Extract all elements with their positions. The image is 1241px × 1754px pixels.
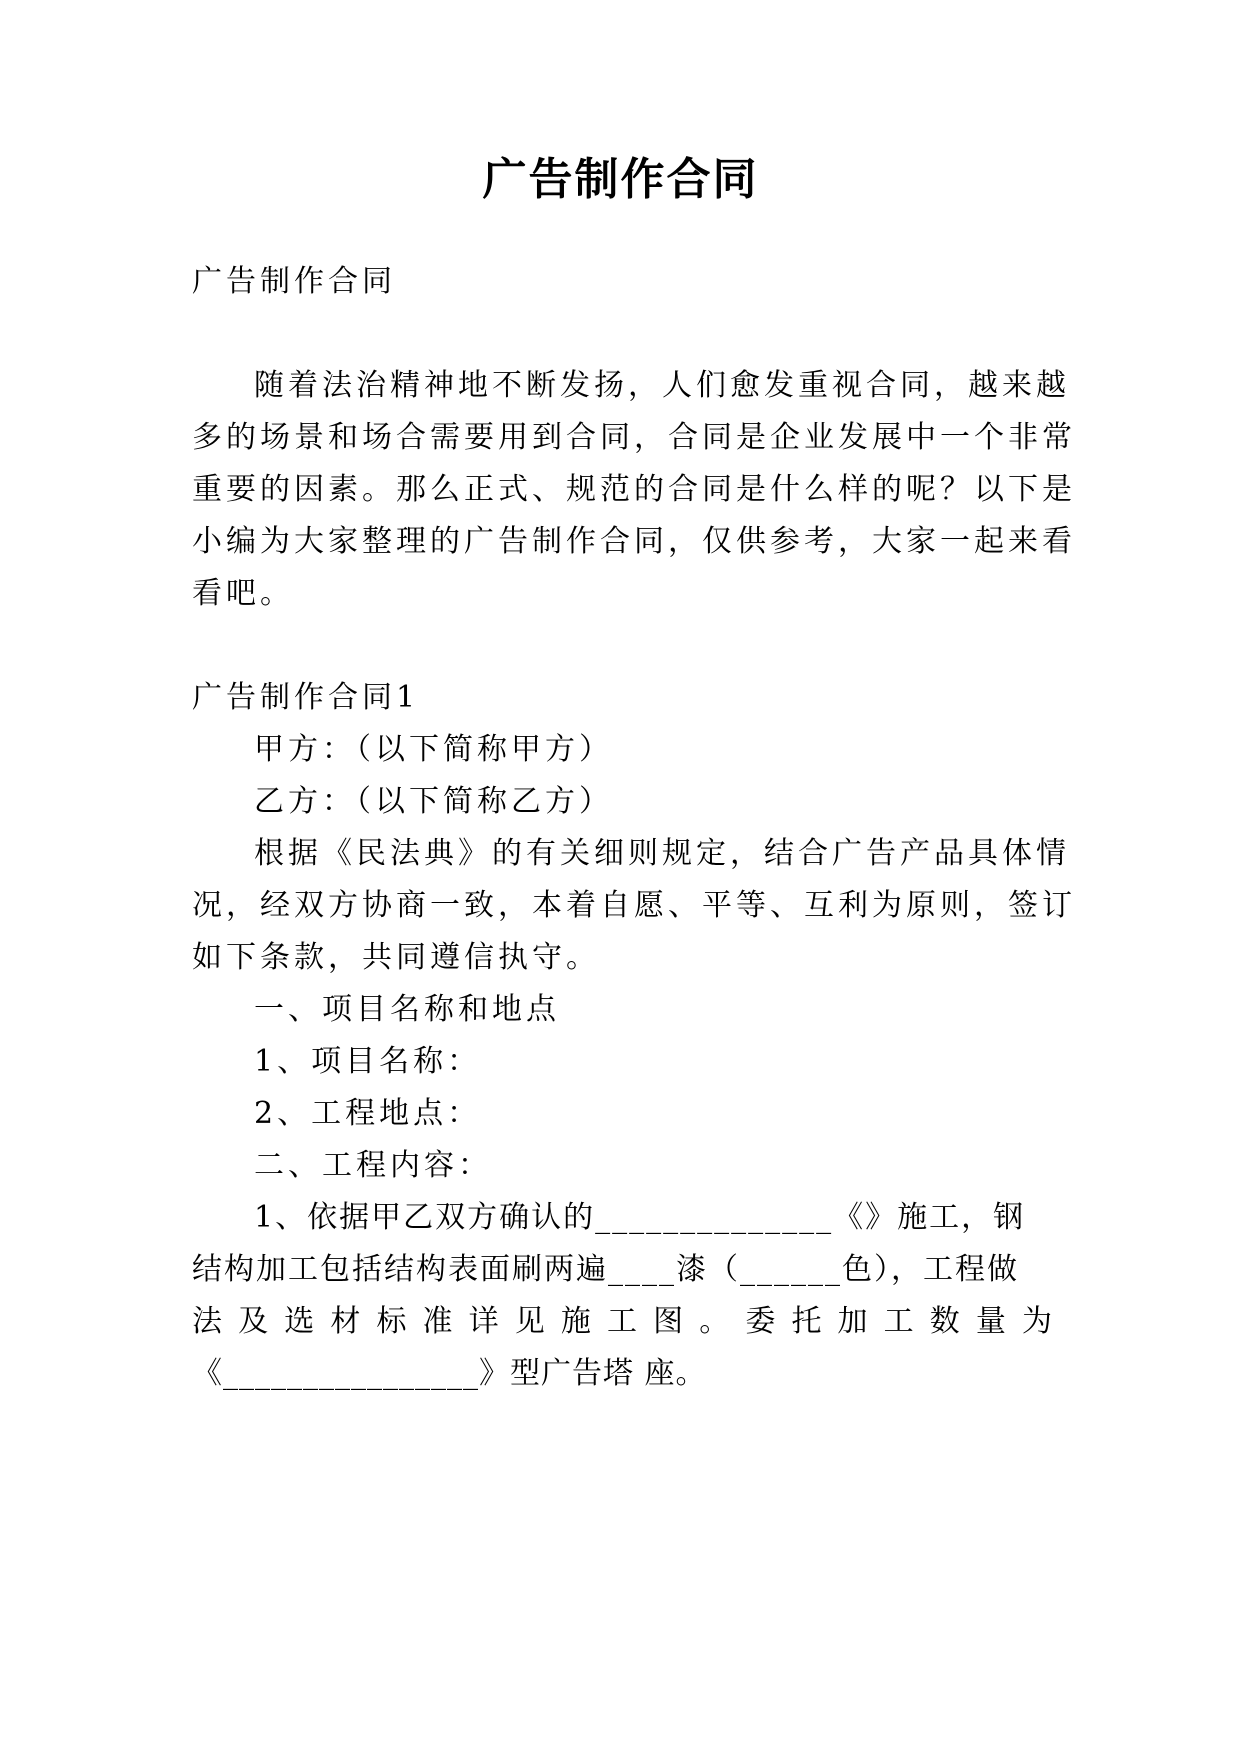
party-a: 甲方：（以下简称甲方） [254, 732, 613, 767]
party-b: 乙方：（以下简称乙方） [254, 784, 613, 819]
item-two-line-2: 结构加工包括结构表面刷两遍____漆（______色），工程做 [192, 1252, 1019, 1287]
item-one-location: 2、工程地点： [254, 1096, 482, 1131]
intro-line-3: 重要的因素。那么正式、规范的合同是什么样的呢？以下是 [192, 472, 1076, 507]
item-two-heading: 二、工程内容： [254, 1148, 492, 1183]
item-two-line-1: 1、依据甲乙双方确认的______________《》施工，钢 [254, 1200, 1026, 1235]
item-one-project-name: 1、项目名称： [254, 1044, 482, 1079]
basis-line-1: 根据《民法典》的有关细则规定，结合广告产品具体情 [254, 836, 1070, 871]
intro-line-2: 多的场景和场合需要用到合同，合同是企业发展中一个非常 [192, 420, 1076, 455]
intro-line-4: 小编为大家整理的广告制作合同，仅供参考，大家一起来看 [192, 524, 1076, 559]
document-title: 广告制作合同 [482, 154, 759, 205]
basis-line-3: 如下条款，共同遵信执守。 [192, 940, 600, 975]
basis-line-2: 况，经双方协商一致，本着自愿、平等、互利为原则，签订 [192, 888, 1076, 923]
item-two-line-3: 法及选材标准详见施工图。委托加工数量为 [192, 1304, 1052, 1339]
item-two-line-4: 《________________》型广告塔 座。 [192, 1356, 707, 1391]
section-heading: 广告制作合同1 [192, 680, 420, 715]
intro-line-5: 看吧。 [192, 576, 294, 611]
item-one-heading: 一、项目名称和地点 [254, 992, 560, 1027]
document-subtitle: 广告制作合同 [192, 264, 396, 299]
intro-line-1: 随着法治精神地不断发扬，人们愈发重视合同，越来越 [254, 368, 1070, 403]
